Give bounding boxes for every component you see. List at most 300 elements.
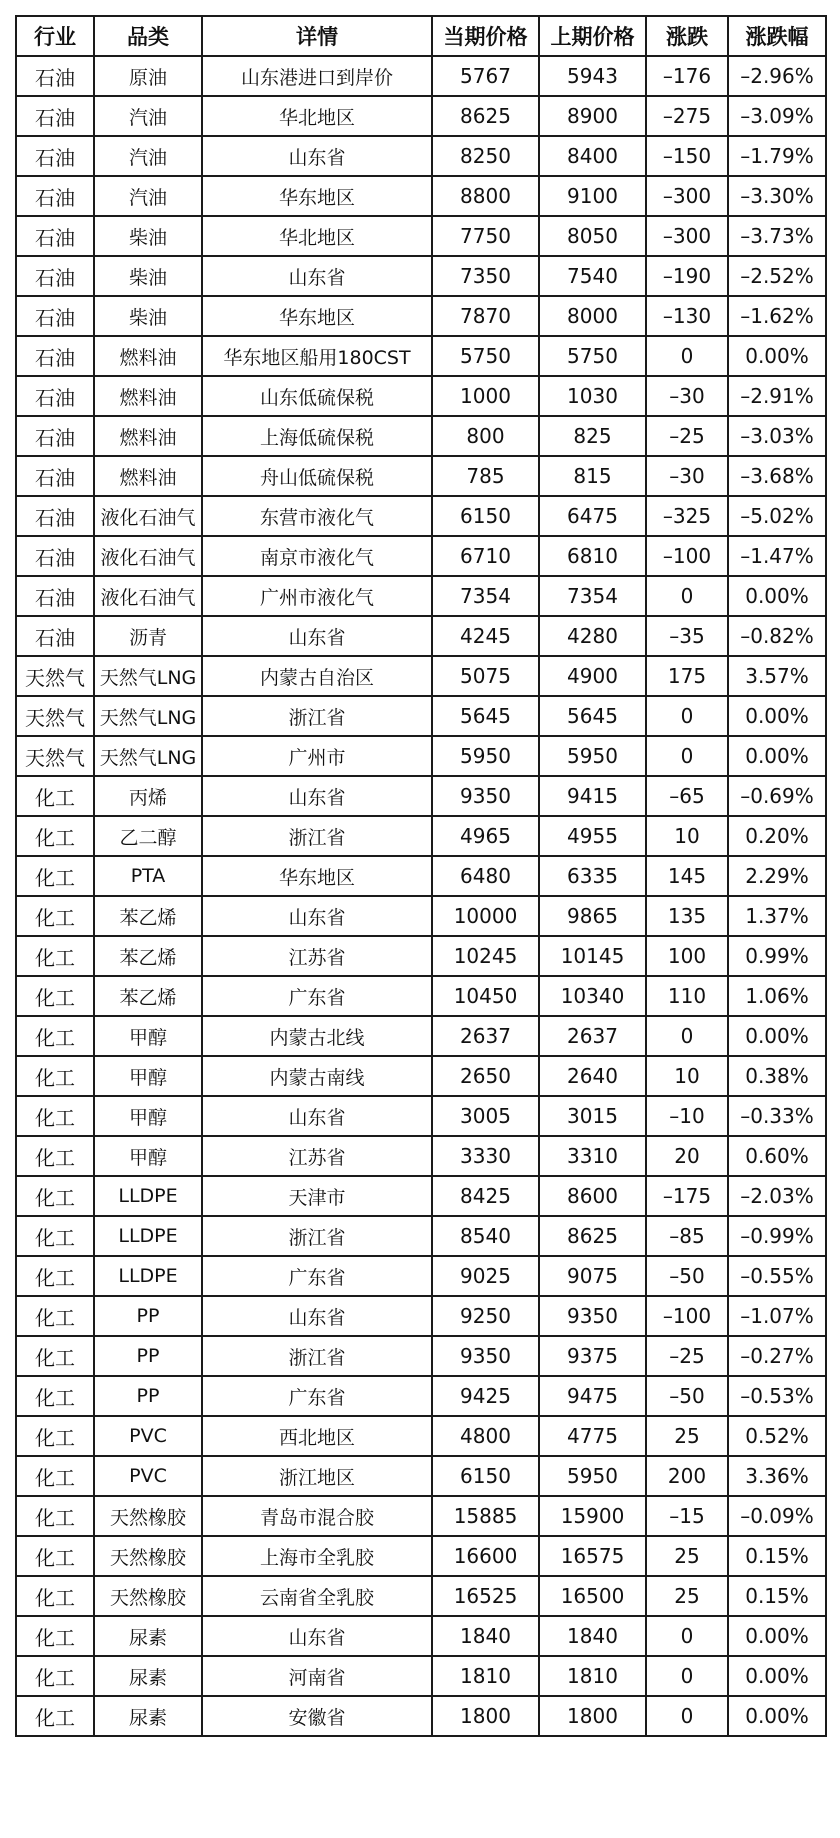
table-row: [16, 816, 826, 856]
cell-change-pct: –2.96%: [728, 56, 826, 96]
cell-change: 20: [646, 1136, 728, 1176]
cell-change: –35: [646, 616, 728, 656]
cell-detail: 山东低硫保税: [202, 376, 432, 416]
cell-industry: 石油: [16, 616, 94, 656]
cell-category: 天然气LNG: [94, 736, 202, 776]
cell-detail: 山东省: [202, 616, 432, 656]
cell-current-price: 6150: [432, 496, 539, 536]
cell-change-pct: –3.30%: [728, 176, 826, 216]
cell-category: LLDPE: [94, 1216, 202, 1256]
header-detail: 详情: [202, 16, 432, 56]
cell-current-price: 9350: [432, 776, 539, 816]
cell-change-pct: –0.53%: [728, 1376, 826, 1416]
cell-category: 柴油: [94, 216, 202, 256]
header-industry: 行业: [16, 16, 94, 56]
cell-previous-price: 8400: [539, 136, 646, 176]
cell-previous-price: 9350: [539, 1296, 646, 1336]
table-row: [16, 656, 826, 696]
cell-detail: 上海市全乳胶: [202, 1536, 432, 1576]
table-row: [16, 1336, 826, 1376]
cell-category: PVC: [94, 1416, 202, 1456]
cell-change: 10: [646, 816, 728, 856]
cell-previous-price: 15900: [539, 1496, 646, 1536]
cell-category: 柴油: [94, 296, 202, 336]
cell-previous-price: 2640: [539, 1056, 646, 1096]
cell-previous-price: 6475: [539, 496, 646, 536]
cell-detail: 华北地区: [202, 96, 432, 136]
cell-change-pct: –0.33%: [728, 1096, 826, 1136]
cell-current-price: 1800: [432, 1696, 539, 1736]
cell-current-price: 785: [432, 456, 539, 496]
cell-industry: 化工: [16, 1416, 94, 1456]
cell-detail: 浙江省: [202, 1216, 432, 1256]
cell-category: 苯乙烯: [94, 936, 202, 976]
cell-detail: 河南省: [202, 1656, 432, 1696]
cell-current-price: 7870: [432, 296, 539, 336]
cell-current-price: 10450: [432, 976, 539, 1016]
cell-current-price: 3005: [432, 1096, 539, 1136]
cell-industry: 化工: [16, 1456, 94, 1496]
cell-industry: 化工: [16, 1336, 94, 1376]
cell-industry: 石油: [16, 576, 94, 616]
cell-change: –100: [646, 1296, 728, 1336]
cell-change: –190: [646, 256, 728, 296]
cell-detail: 广州市: [202, 736, 432, 776]
cell-detail: 山东省: [202, 1296, 432, 1336]
table-header: [16, 16, 826, 56]
cell-industry: 石油: [16, 376, 94, 416]
cell-current-price: 5075: [432, 656, 539, 696]
cell-change: –130: [646, 296, 728, 336]
cell-current-price: 16525: [432, 1576, 539, 1616]
cell-change-pct: 0.00%: [728, 696, 826, 736]
table-row: [16, 1256, 826, 1296]
cell-previous-price: 16575: [539, 1536, 646, 1576]
cell-change: 0: [646, 576, 728, 616]
cell-change: 10: [646, 1056, 728, 1096]
cell-industry: 化工: [16, 1216, 94, 1256]
header-current-price: 当期价格: [432, 16, 539, 56]
cell-category: 燃料油: [94, 456, 202, 496]
cell-industry: 石油: [16, 456, 94, 496]
table-row: [16, 856, 826, 896]
cell-change: 0: [646, 736, 728, 776]
cell-industry: 石油: [16, 336, 94, 376]
table-row: [16, 96, 826, 136]
table-row: [16, 1696, 826, 1736]
cell-category: PP: [94, 1336, 202, 1376]
cell-change-pct: –1.79%: [728, 136, 826, 176]
cell-previous-price: 7354: [539, 576, 646, 616]
cell-current-price: 16600: [432, 1536, 539, 1576]
cell-change: –150: [646, 136, 728, 176]
cell-previous-price: 1840: [539, 1616, 646, 1656]
cell-category: 丙烯: [94, 776, 202, 816]
cell-change-pct: –5.02%: [728, 496, 826, 536]
cell-category: PTA: [94, 856, 202, 896]
table-row: [16, 496, 826, 536]
cell-change: 0: [646, 1616, 728, 1656]
cell-current-price: 9350: [432, 1336, 539, 1376]
cell-detail: 广东省: [202, 1376, 432, 1416]
cell-previous-price: 6335: [539, 856, 646, 896]
cell-industry: 化工: [16, 976, 94, 1016]
cell-detail: 广州市液化气: [202, 576, 432, 616]
cell-current-price: 5950: [432, 736, 539, 776]
cell-previous-price: 3310: [539, 1136, 646, 1176]
cell-industry: 石油: [16, 96, 94, 136]
cell-detail: 南京市液化气: [202, 536, 432, 576]
cell-change-pct: 0.00%: [728, 1016, 826, 1056]
cell-previous-price: 8625: [539, 1216, 646, 1256]
cell-category: 汽油: [94, 96, 202, 136]
cell-detail: 山东港进口到岸价: [202, 56, 432, 96]
cell-previous-price: 5645: [539, 696, 646, 736]
cell-current-price: 15885: [432, 1496, 539, 1536]
table-row: [16, 256, 826, 296]
cell-change-pct: 0.38%: [728, 1056, 826, 1096]
cell-current-price: 1840: [432, 1616, 539, 1656]
cell-change: –15: [646, 1496, 728, 1536]
cell-previous-price: 7540: [539, 256, 646, 296]
cell-category: PP: [94, 1376, 202, 1416]
cell-current-price: 9425: [432, 1376, 539, 1416]
cell-change-pct: 0.00%: [728, 736, 826, 776]
cell-category: 天然橡胶: [94, 1496, 202, 1536]
table-row: [16, 416, 826, 456]
cell-change: –175: [646, 1176, 728, 1216]
cell-change-pct: –1.47%: [728, 536, 826, 576]
cell-detail: 舟山低硫保税: [202, 456, 432, 496]
cell-change-pct: –0.99%: [728, 1216, 826, 1256]
cell-current-price: 8800: [432, 176, 539, 216]
cell-current-price: 5767: [432, 56, 539, 96]
header-previous-price: 上期价格: [539, 16, 646, 56]
cell-change-pct: –3.03%: [728, 416, 826, 456]
cell-industry: 石油: [16, 56, 94, 96]
cell-industry: 化工: [16, 896, 94, 936]
table-row: [16, 1536, 826, 1576]
table-row: [16, 1296, 826, 1336]
cell-category: 甲醇: [94, 1056, 202, 1096]
cell-detail: 西北地区: [202, 1416, 432, 1456]
cell-industry: 化工: [16, 1616, 94, 1656]
cell-change: 135: [646, 896, 728, 936]
cell-previous-price: 9865: [539, 896, 646, 936]
cell-category: 天然气LNG: [94, 696, 202, 736]
cell-current-price: 6150: [432, 1456, 539, 1496]
cell-change-pct: –0.69%: [728, 776, 826, 816]
cell-category: 液化石油气: [94, 576, 202, 616]
cell-previous-price: 4900: [539, 656, 646, 696]
cell-industry: 化工: [16, 1096, 94, 1136]
cell-change: –65: [646, 776, 728, 816]
cell-industry: 化工: [16, 1176, 94, 1216]
cell-current-price: 6480: [432, 856, 539, 896]
cell-previous-price: 16500: [539, 1576, 646, 1616]
cell-change: 25: [646, 1536, 728, 1576]
cell-category: 天然气LNG: [94, 656, 202, 696]
cell-change-pct: 0.00%: [728, 1696, 826, 1736]
cell-category: 尿素: [94, 1656, 202, 1696]
cell-category: 乙二醇: [94, 816, 202, 856]
cell-change: 0: [646, 696, 728, 736]
cell-category: 苯乙烯: [94, 976, 202, 1016]
cell-detail: 内蒙古北线: [202, 1016, 432, 1056]
cell-industry: 化工: [16, 1296, 94, 1336]
cell-detail: 云南省全乳胶: [202, 1576, 432, 1616]
cell-change-pct: 0.52%: [728, 1416, 826, 1456]
cell-current-price: 10245: [432, 936, 539, 976]
cell-current-price: 2637: [432, 1016, 539, 1056]
cell-change: 145: [646, 856, 728, 896]
table-row: [16, 616, 826, 656]
table-row: [16, 136, 826, 176]
cell-current-price: 4965: [432, 816, 539, 856]
cell-category: 燃料油: [94, 336, 202, 376]
cell-industry: 化工: [16, 1576, 94, 1616]
cell-previous-price: 8600: [539, 1176, 646, 1216]
cell-change: –25: [646, 416, 728, 456]
cell-current-price: 6710: [432, 536, 539, 576]
cell-change-pct: –3.73%: [728, 216, 826, 256]
cell-detail: 内蒙古南线: [202, 1056, 432, 1096]
cell-change-pct: –0.82%: [728, 616, 826, 656]
cell-detail: 华东地区: [202, 296, 432, 336]
cell-current-price: 8425: [432, 1176, 539, 1216]
cell-detail: 山东省: [202, 776, 432, 816]
header-category: 品类: [94, 16, 202, 56]
cell-current-price: 7750: [432, 216, 539, 256]
cell-current-price: 2650: [432, 1056, 539, 1096]
cell-detail: 浙江省: [202, 1336, 432, 1376]
cell-previous-price: 4280: [539, 616, 646, 656]
cell-detail: 东营市液化气: [202, 496, 432, 536]
cell-change: 25: [646, 1416, 728, 1456]
cell-change: –100: [646, 536, 728, 576]
table-row: [16, 1456, 826, 1496]
cell-previous-price: 4775: [539, 1416, 646, 1456]
cell-previous-price: 6810: [539, 536, 646, 576]
cell-change: –50: [646, 1256, 728, 1296]
cell-industry: 石油: [16, 216, 94, 256]
cell-industry: 化工: [16, 1016, 94, 1056]
cell-change: –300: [646, 216, 728, 256]
table-row: [16, 456, 826, 496]
cell-industry: 化工: [16, 1136, 94, 1176]
table-row: [16, 1576, 826, 1616]
cell-detail: 浙江省: [202, 816, 432, 856]
cell-detail: 江苏省: [202, 936, 432, 976]
cell-industry: 化工: [16, 1656, 94, 1696]
cell-industry: 化工: [16, 816, 94, 856]
cell-industry: 天然气: [16, 736, 94, 776]
cell-previous-price: 2637: [539, 1016, 646, 1056]
cell-detail: 广东省: [202, 976, 432, 1016]
cell-change: 0: [646, 1696, 728, 1736]
cell-change-pct: 2.29%: [728, 856, 826, 896]
cell-industry: 石油: [16, 496, 94, 536]
cell-change-pct: –2.52%: [728, 256, 826, 296]
cell-category: 燃料油: [94, 416, 202, 456]
cell-detail: 华东地区: [202, 176, 432, 216]
cell-current-price: 4245: [432, 616, 539, 656]
cell-industry: 化工: [16, 1376, 94, 1416]
table-row: [16, 976, 826, 1016]
cell-current-price: 5750: [432, 336, 539, 376]
cell-change-pct: –2.91%: [728, 376, 826, 416]
cell-change-pct: 3.57%: [728, 656, 826, 696]
cell-industry: 化工: [16, 1536, 94, 1576]
table-row: [16, 376, 826, 416]
cell-industry: 天然气: [16, 696, 94, 736]
table-row: [16, 776, 826, 816]
cell-previous-price: 10340: [539, 976, 646, 1016]
cell-detail: 青岛市混合胶: [202, 1496, 432, 1536]
cell-current-price: 3330: [432, 1136, 539, 1176]
cell-category: 液化石油气: [94, 496, 202, 536]
cell-previous-price: 9375: [539, 1336, 646, 1376]
cell-detail: 山东省: [202, 1616, 432, 1656]
cell-detail: 浙江省: [202, 696, 432, 736]
cell-change-pct: –1.62%: [728, 296, 826, 336]
cell-industry: 化工: [16, 1056, 94, 1096]
cell-previous-price: 1810: [539, 1656, 646, 1696]
cell-change: 110: [646, 976, 728, 1016]
header-change-pct: 涨跌幅: [728, 16, 826, 56]
cell-previous-price: 1800: [539, 1696, 646, 1736]
cell-change: –300: [646, 176, 728, 216]
cell-industry: 化工: [16, 1496, 94, 1536]
cell-current-price: 1000: [432, 376, 539, 416]
cell-change-pct: 3.36%: [728, 1456, 826, 1496]
cell-change-pct: 0.00%: [728, 1616, 826, 1656]
cell-change-pct: –3.68%: [728, 456, 826, 496]
cell-change-pct: 1.06%: [728, 976, 826, 1016]
cell-detail: 华东地区: [202, 856, 432, 896]
cell-category: 尿素: [94, 1616, 202, 1656]
cell-change-pct: 0.00%: [728, 1656, 826, 1696]
cell-current-price: 4800: [432, 1416, 539, 1456]
cell-change: –30: [646, 376, 728, 416]
table-body: [16, 56, 826, 1736]
table-row: [16, 696, 826, 736]
cell-change: –30: [646, 456, 728, 496]
table-row: [16, 1656, 826, 1696]
cell-change-pct: 0.20%: [728, 816, 826, 856]
cell-change-pct: 0.15%: [728, 1576, 826, 1616]
cell-previous-price: 9075: [539, 1256, 646, 1296]
cell-previous-price: 5950: [539, 736, 646, 776]
cell-current-price: 7350: [432, 256, 539, 296]
cell-change-pct: 0.15%: [728, 1536, 826, 1576]
cell-previous-price: 5943: [539, 56, 646, 96]
cell-category: PVC: [94, 1456, 202, 1496]
cell-detail: 上海低硫保税: [202, 416, 432, 456]
cell-industry: 石油: [16, 136, 94, 176]
cell-previous-price: 8000: [539, 296, 646, 336]
table-row: [16, 1096, 826, 1136]
cell-previous-price: 5750: [539, 336, 646, 376]
table-row: [16, 1616, 826, 1656]
cell-industry: 石油: [16, 176, 94, 216]
cell-current-price: 10000: [432, 896, 539, 936]
table-row: [16, 336, 826, 376]
header-change: 涨跌: [646, 16, 728, 56]
cell-change: –176: [646, 56, 728, 96]
cell-detail: 安徽省: [202, 1696, 432, 1736]
cell-detail: 华北地区: [202, 216, 432, 256]
cell-category: 汽油: [94, 136, 202, 176]
table-row: [16, 1376, 826, 1416]
cell-current-price: 5645: [432, 696, 539, 736]
table-row: [16, 936, 826, 976]
cell-category: 甲醇: [94, 1096, 202, 1136]
table-row: [16, 176, 826, 216]
cell-industry: 石油: [16, 256, 94, 296]
table-row: [16, 576, 826, 616]
table-row: [16, 1176, 826, 1216]
cell-detail: 广东省: [202, 1256, 432, 1296]
cell-detail: 内蒙古自治区: [202, 656, 432, 696]
cell-previous-price: 9475: [539, 1376, 646, 1416]
cell-current-price: 9250: [432, 1296, 539, 1336]
cell-previous-price: 8050: [539, 216, 646, 256]
cell-change-pct: 1.37%: [728, 896, 826, 936]
cell-category: 原油: [94, 56, 202, 96]
cell-detail: 山东省: [202, 896, 432, 936]
cell-category: 液化石油气: [94, 536, 202, 576]
header-row: [16, 16, 826, 56]
cell-change: –25: [646, 1336, 728, 1376]
cell-current-price: 7354: [432, 576, 539, 616]
cell-previous-price: 8900: [539, 96, 646, 136]
table-row: [16, 536, 826, 576]
cell-detail: 华东地区船用180CST: [202, 336, 432, 376]
cell-change: 0: [646, 1656, 728, 1696]
cell-change: 175: [646, 656, 728, 696]
cell-detail: 山东省: [202, 1096, 432, 1136]
cell-change: 0: [646, 336, 728, 376]
cell-category: PP: [94, 1296, 202, 1336]
table-row: [16, 1216, 826, 1256]
cell-category: LLDPE: [94, 1256, 202, 1296]
cell-change-pct: –0.55%: [728, 1256, 826, 1296]
cell-category: 甲醇: [94, 1136, 202, 1176]
cell-detail: 山东省: [202, 136, 432, 176]
cell-detail: 江苏省: [202, 1136, 432, 1176]
cell-detail: 山东省: [202, 256, 432, 296]
cell-industry: 石油: [16, 296, 94, 336]
cell-previous-price: 4955: [539, 816, 646, 856]
table-row: [16, 736, 826, 776]
cell-current-price: 800: [432, 416, 539, 456]
table-row: [16, 216, 826, 256]
cell-change-pct: –2.03%: [728, 1176, 826, 1216]
cell-change-pct: 0.00%: [728, 336, 826, 376]
cell-change: –10: [646, 1096, 728, 1136]
cell-category: 汽油: [94, 176, 202, 216]
cell-current-price: 8540: [432, 1216, 539, 1256]
cell-category: 柴油: [94, 256, 202, 296]
cell-change: 25: [646, 1576, 728, 1616]
table-row: [16, 1056, 826, 1096]
cell-previous-price: 3015: [539, 1096, 646, 1136]
table-row: [16, 56, 826, 96]
cell-change: –275: [646, 96, 728, 136]
cell-change: –50: [646, 1376, 728, 1416]
price-table: [15, 15, 827, 1737]
